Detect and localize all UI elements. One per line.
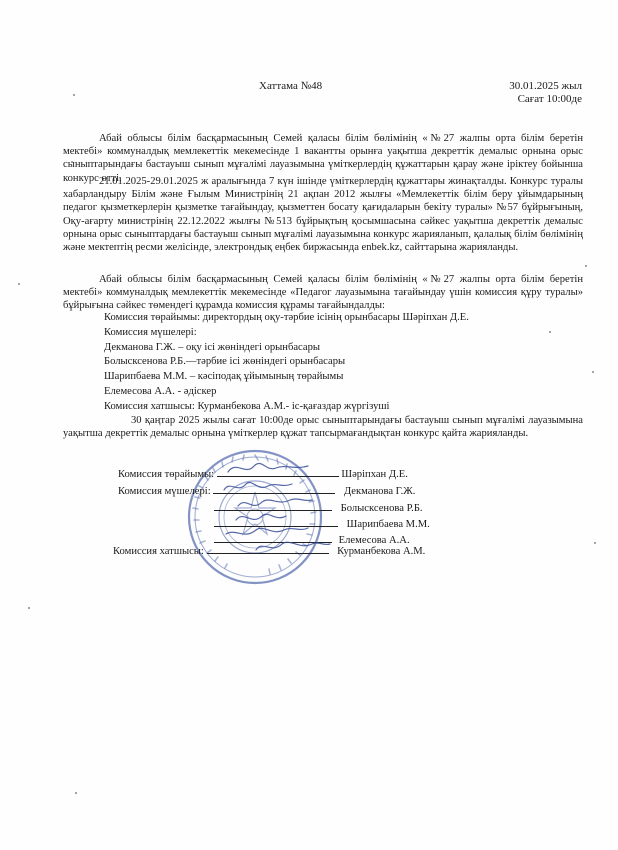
- paragraph-collection-text: 21.01.2025-29.01.2025 ж аралығында 7 күн ішінде үміткерлердің құжаттары жинақталды. Конкурс туралы хабарландыру Білім және Ғылым Министрінің 21 ақпан 2012 жылғы «Мемлекеттік білім беру ұйымдарының педагог қызметкерлерін қызметке тағайындау, қызметтен босату қағидаларын бекіту туралы» №57 бұйрығының, Оқу-ағарту министрінің 22.12.2022 жылғы №513 бұйрықтың қосымшасына сәйкес уақытша декреттік демалыс орнына орыс сыныптардағы бастауыш сынып мұғалімі лауазымына конкурс жарияланып, қалалық білім бөлімінің және мектептің ресми желісінде, электрондық еңбек биржасында enbek.kz, сайттарына жарияланды.: [63, 176, 583, 254]
- paragraph-commission: [63, 273, 583, 313]
- paragraph-result: [63, 414, 583, 440]
- signature-line: [213, 482, 335, 494]
- commission-secretary-line: Комиссия хатшысы: Курманбекова А.М.- іс-қағаздар жүргізуші: [104, 400, 390, 412]
- document-title: Хаттама №48: [259, 80, 323, 92]
- signature-block: [0, 460, 618, 570]
- commission-chair-line: Комиссия төрайымы: директордың оқу-тәрбие ісінің орынбасары Шәріпхан Д.Е.: [104, 312, 469, 323]
- signature-member-name: Декманова Г.Ж.: [343, 486, 416, 497]
- paragraph-result-text: 30 қаңтар 2025 жылы сағат 10:00де орыс сыныптарындағы бастауыш сынып мұғалімі лауазымына уақытша декреттік демалыс орнына үміткерлер құжат тапсырмағандықтан конкурс қайта жарияланды.: [63, 415, 583, 440]
- signature-line: [207, 542, 329, 554]
- signature-row-chair: [118, 465, 408, 481]
- signature-members-label: Комиссия мүшелері:: [118, 486, 211, 497]
- scan-speck: [75, 792, 77, 794]
- commission-member: Болысксенова Р.Б.—тәрбие ісі жөніндегі орынбасары: [104, 356, 346, 368]
- signature-member-name: Шарипбаева М.М.: [346, 519, 430, 530]
- signature-line: [214, 499, 332, 511]
- signature-row-secretary: [113, 542, 425, 558]
- commission-members-heading: Комиссия мүшелері:: [104, 326, 197, 338]
- signature-member-name: Елемесова А.А.: [338, 535, 410, 546]
- commission-member: Елемесова А.А. - әдіскер: [104, 385, 217, 397]
- signature-secretary-name: Курманбекова А.М.: [337, 546, 426, 557]
- signature-row-member: [214, 515, 430, 531]
- date-block: [490, 80, 582, 106]
- signature-line: [214, 515, 338, 527]
- paragraph-commission-text: Абай облысы білім басқармасының Семей қаласы білім бөлімінің «№27 жалпы орта білім беретін мектебі» коммуналдық мемлекеттік мекемесінде «Педагог лауазымына тағайындау үшін комиссия құру туралы» бұйрығына сәйкес төмендегі құрамда комиссия құрамы тағайындалды:: [63, 274, 583, 312]
- signature-chair-name: Шәріпхан Д.Е.: [341, 469, 408, 480]
- document-time: Сағат 10:00де: [517, 93, 582, 105]
- scan-speck: [73, 94, 75, 96]
- signature-line: [217, 465, 339, 477]
- scan-speck: [28, 607, 30, 609]
- signature-secretary-label: Комиссия хатшысы:: [113, 546, 204, 557]
- signature-row-member: [214, 499, 423, 515]
- commission-composition: [104, 311, 584, 415]
- commission-member: Декманова Г.Ж. – оқу ісі жөніндегі орынбасары: [104, 341, 321, 353]
- signature-row-member: [118, 482, 415, 498]
- document-date: 30.01.2025 жыл: [509, 80, 582, 92]
- scan-speck: [592, 371, 594, 373]
- scan-speck: [585, 265, 587, 267]
- commission-member: Шарипбаева М.М. – кәсіподақ ұйымының төрайымы: [104, 371, 344, 383]
- paragraph-intro-text: Абай облысы білім басқармасының Семей қаласы білім бөлімінің «№27 жалпы орта білім беретін мектебі» коммуналдық мемлекеттік мекемесінде 1 вакантты орынға уақытша декреттік демалыс орнына орыс сыныптарындағы бастауыш сынып мұғалімі лауазымына үміткерлердің құжаттарын қарау және іріктеу бойынша конкурс өтті.: [63, 133, 583, 184]
- signature-chair-label: Комиссия төрайымы:: [118, 469, 215, 480]
- signature-member-name: Болысксенова Р.Б.: [340, 503, 423, 514]
- paragraph-collection: [63, 175, 583, 254]
- scan-speck: [18, 283, 20, 285]
